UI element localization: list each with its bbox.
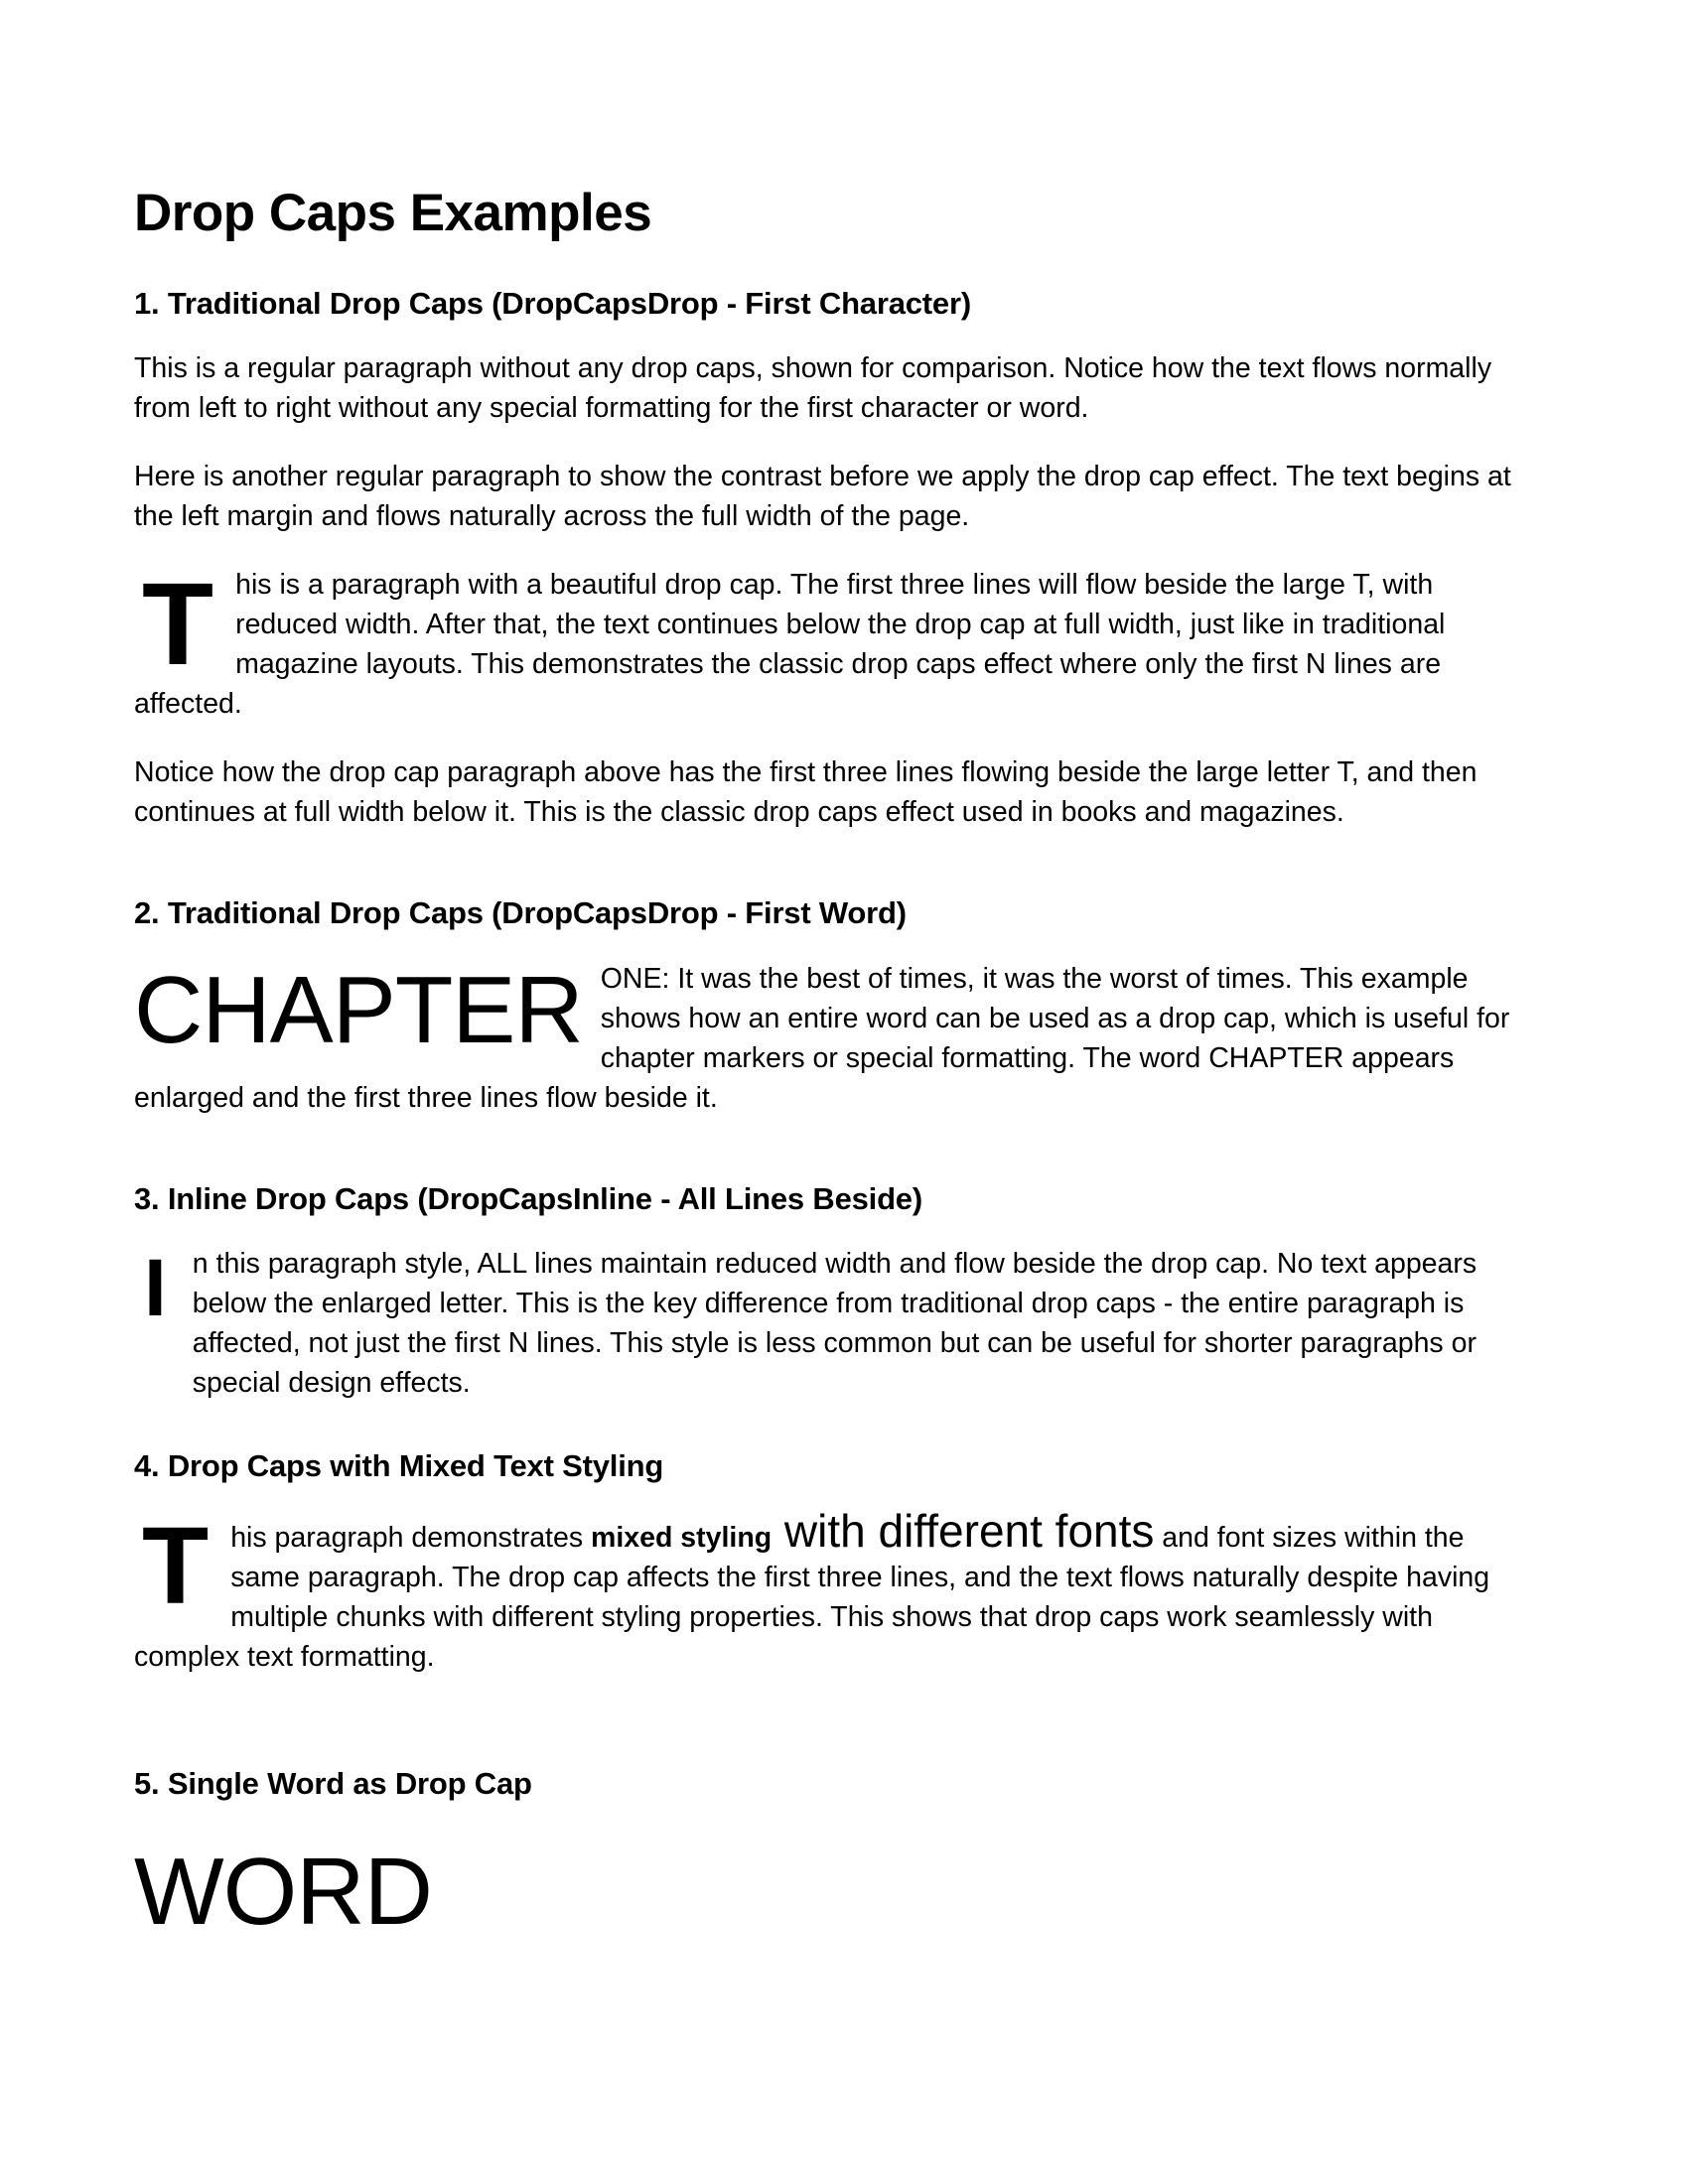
- spacer-section-1-2: [134, 861, 1519, 894]
- page-title: Drop Caps Examples: [134, 184, 652, 242]
- section-4-run-normal-1: his paragraph demonstrates: [230, 1521, 591, 1554]
- section-heading-1: 1. Traditional Drop Caps (DropCapsDrop - First Character): [134, 286, 971, 322]
- section-1-dropcap-text: his is a paragraph with a beautiful drop cap. The first three lines will flow beside the large T, with reduced width. After that, the text continues below the drop cap at full width, just like in traditional magazine layouts. This demonstrates the classic drop caps effect where only the first N lines are affected.: [134, 569, 1446, 721]
- section-1-paragraph-1: This is a regular paragraph without any drop caps, shown for comparison. Notice how the text flows normally from left to right without any special formatting for the first character or word.: [134, 352, 1492, 425]
- dropcap-word-standalone: WORD: [134, 1839, 432, 1946]
- dropcap-word-chapter: CHAPTER: [134, 958, 583, 1063]
- section-4-run-normal-2: and font sizes within the same paragraph. The drop cap affects the first three lines, and the text flows naturally despite having multiple chunks with different styling properties. This shows that drop caps work seamlessly with complex text formatting.: [134, 1521, 1490, 1673]
- section-1-paragraph-3: Notice how the drop cap paragraph above has the first three lines flowing beside the large letter T, and then continues at full width below it. This is the classic drop caps effect used in books and magazines.: [134, 756, 1477, 829]
- section-1-dropcap-paragraph: [134, 565, 1519, 724]
- section-4-run-bold: mixed styling: [591, 1521, 773, 1554]
- section-heading-5: 5. Single Word as Drop Cap: [134, 1765, 532, 1801]
- section-3-dropcap-paragraph: [134, 1244, 1519, 1403]
- section-4-dropcap-paragraph: [134, 1511, 1519, 1677]
- section-2-dropcap-text: ONE: It was the best of times, it was the worst of times. This example shows how an entire word can be used as a drop cap, which is useful for chapter markers or special formatting. The word CHAPTER appears enlarged and the first three lines flow beside it.: [134, 962, 1510, 1114]
- section-heading-4: 4. Drop Caps with Mixed Text Styling: [134, 1447, 664, 1483]
- section-heading-2: 2. Traditional Drop Caps (DropCapsDrop - First Word): [134, 895, 907, 931]
- section-3-dropcap-text: n this paragraph style, ALL lines maintain reduced width and flow beside the drop cap. No text appears below the enlarged letter. This is the key difference from traditional drop caps - the entire paragraph is affected, not just the first N lines. This style is less common but can be useful for shorter paragraphs or special design effects.: [192, 1247, 1477, 1399]
- section-2-dropcap-paragraph: [134, 959, 1519, 1118]
- spacer-section-4-5: [134, 1706, 1519, 1765]
- section-4-run-large: with different fonts: [772, 1510, 1155, 1557]
- dropcap-letter-t-mixed: T: [142, 1510, 210, 1627]
- dropcap-letter-i: I: [144, 1243, 167, 1333]
- spacer-section-3-4: [134, 1432, 1519, 1447]
- section-1-paragraph-2: Here is another regular paragraph to show the contrast before we apply the drop cap effect. The text begins at the left margin and flows naturally across the full width of the page.: [134, 461, 1511, 533]
- spacer-section-2-3: [134, 1147, 1519, 1180]
- dropcap-letter-t: T: [142, 565, 214, 691]
- section-heading-3: 3. Inline Drop Caps (DropCapsInline - All Lines Beside): [134, 1180, 922, 1216]
